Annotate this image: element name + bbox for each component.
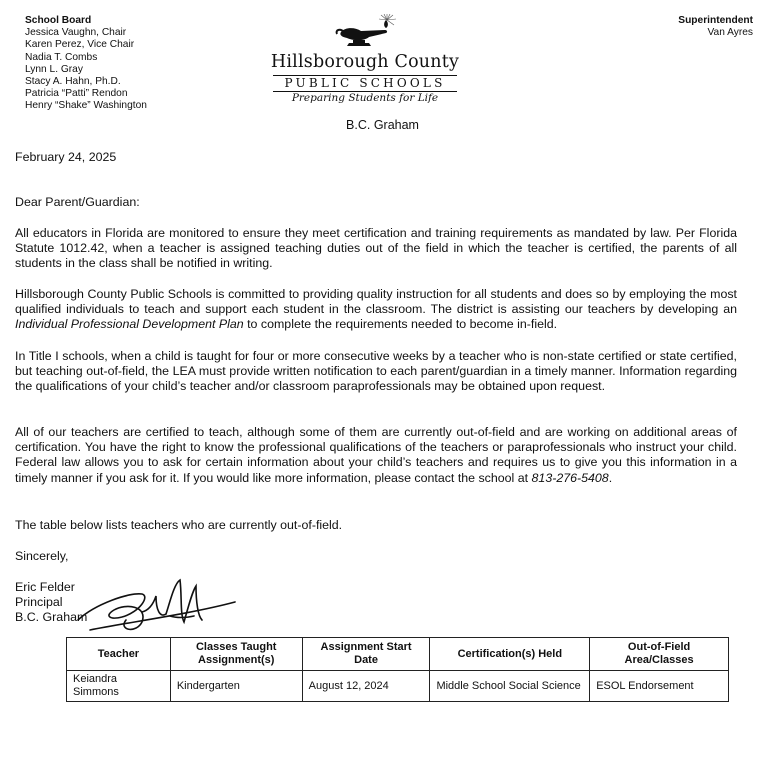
handwritten-signature bbox=[70, 572, 240, 642]
table-header-row bbox=[67, 638, 729, 671]
table-row bbox=[67, 671, 729, 702]
lamp-of-learning-icon bbox=[331, 14, 401, 54]
board-member: Stacy A. Hahn, Ph.D. bbox=[25, 76, 121, 88]
signer-school: B.C. Graham bbox=[15, 610, 88, 625]
paragraph-text: . bbox=[608, 470, 613, 485]
district-logo bbox=[265, 14, 465, 106]
closing: Sincerely, bbox=[15, 549, 69, 563]
board-member: Jessica Vaughn, Chair bbox=[25, 27, 127, 39]
school-name: B.C. Graham bbox=[346, 118, 419, 132]
public-schools-text: PUBLIC SCHOOLS bbox=[284, 76, 446, 90]
board-member: Nadia T. Combs bbox=[25, 51, 98, 63]
board-member: Karen Perez, Vice Chair bbox=[25, 39, 135, 51]
district-name: Hillsborough County bbox=[270, 52, 460, 72]
paragraph-text: Hillsborough County Public Schools is committed to providing quality instruction for all students and does so by employing the most qualified individuals to teach and support each student in the classroom. The district is assisting our teachers by developing an bbox=[15, 287, 737, 317]
superintendent-block bbox=[678, 15, 753, 39]
column-header: Classes Taught Assignment(s) bbox=[170, 638, 302, 671]
teacher-cell: Keiandra Simmons bbox=[67, 671, 171, 702]
out-of-field-table bbox=[66, 637, 729, 702]
paragraph-commitment bbox=[15, 287, 737, 333]
column-header: Assignment Start Date bbox=[302, 638, 430, 671]
classes-cell: Kindergarten bbox=[170, 671, 302, 702]
school-phone: 813-276-5408 bbox=[531, 470, 609, 485]
signer-name: Eric Felder bbox=[15, 580, 75, 594]
board-member: Patricia “Patti” Rendon bbox=[25, 88, 128, 100]
column-header: Teacher bbox=[67, 638, 171, 671]
paragraph-table-intro: The table below lists teachers who are currently out-of-field. bbox=[15, 518, 343, 532]
district-tagline: Preparing Students for Life bbox=[291, 92, 439, 104]
board-member: Henry “Shake” Washington bbox=[25, 100, 147, 112]
superintendent-name: Van Ayres bbox=[707, 27, 753, 39]
school-board-heading: School Board bbox=[25, 15, 92, 26]
board-member: Lynn L. Gray bbox=[25, 63, 83, 75]
paragraph-certification: All educators in Florida are monitored to ensure they meet certification and training requirements as mandated by law. Per Florida Statute 1012.42, when a teacher is assigned teaching duties out of the field in which the teacher is certified, the parents of all students in the class shall be notified in writing. bbox=[15, 226, 737, 271]
paragraph-rights bbox=[15, 425, 737, 486]
paragraph-text: All of our teachers are certified to teach, although some of them are currently out-of-field and are working on additional areas of certification. You have the right to know the professional qualifications of the teachers or paraprofessionals who instruct your child. Federal law allows you to ask for certain information about your child’s teachers and requires us to give you this information in a timely manner if you ask for it. If you would like more information, please contact the school at bbox=[15, 425, 737, 485]
development-plan-title: Individual Professional Development Plan bbox=[15, 317, 244, 332]
letter-date: February 24, 2025 bbox=[15, 150, 117, 164]
salutation: Dear Parent/Guardian: bbox=[15, 195, 140, 209]
column-header: Out-of-Field Area/Classes bbox=[590, 638, 729, 671]
out-of-field-cell: ESOL Endorsement bbox=[590, 671, 729, 702]
superintendent-heading: Superintendent bbox=[678, 15, 753, 26]
paragraph-title-one: In Title I schools, when a child is taught for four or more consecutive weeks by a teacher who is non-state certified or state certified, but teaching out-of-field, the LEA must provide written notification to each parent/guardian in a timely manner. Information regarding the qualifications of your child’s teacher and/or classroom paraprofessionals may be obtained upon request. bbox=[15, 349, 737, 394]
column-header: Certification(s) Held bbox=[430, 638, 590, 671]
signer-title: Principal bbox=[15, 595, 63, 610]
school-board-list bbox=[25, 15, 147, 113]
start-date-cell: August 12, 2024 bbox=[302, 671, 430, 702]
paragraph-text: to complete the requirements needed to become in-field. bbox=[243, 317, 558, 332]
certification-cell: Middle School Social Science bbox=[430, 671, 590, 702]
